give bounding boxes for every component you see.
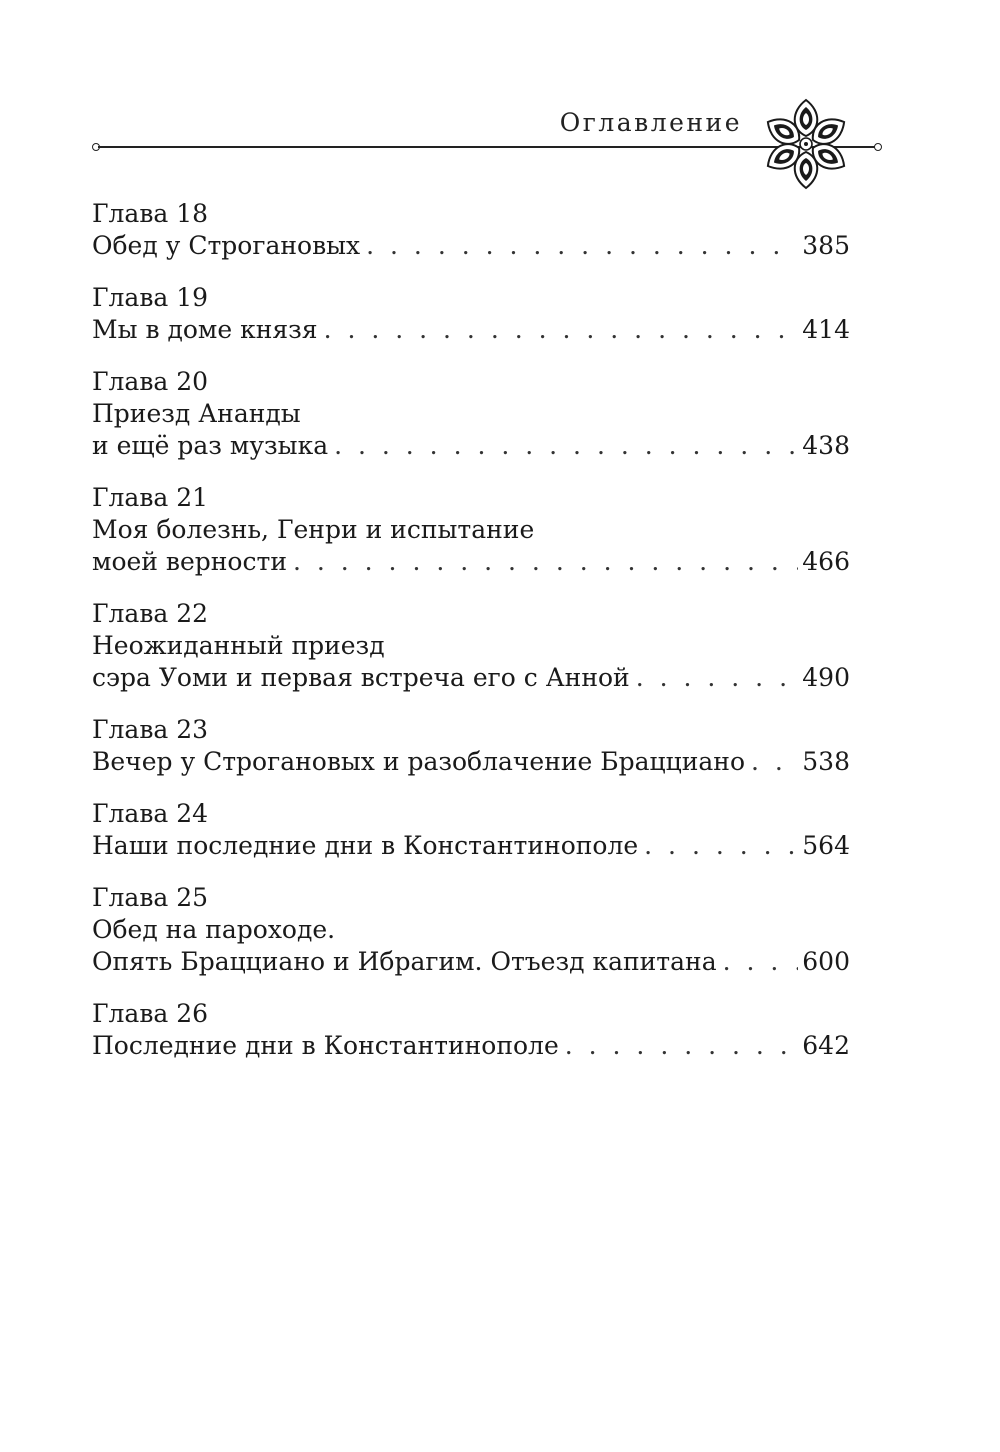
toc-entry [92,198,850,262]
chapter-title-line: сэра Уоми и первая встреча его с Анной [92,663,630,692]
dot-leader [636,662,799,694]
toc-entry [92,882,850,978]
toc-entry [92,798,850,862]
chapter-label: Глава 26 [92,999,209,1028]
page-number: 438 [802,431,850,460]
chapter-label: Глава 21 [92,483,209,512]
chapter-title-line: Последние дни в Константинополе [92,1031,559,1060]
chapter-label: Глава 18 [92,199,209,228]
dot-leader [334,430,798,462]
chapter-label: Глава 22 [92,599,209,628]
chapter-title-line: Вечер у Строгановых и разоблачение Брацциано [92,747,745,776]
page-number: 466 [802,547,850,576]
toc-entry [92,598,850,694]
toc-entry [92,482,850,578]
chapter-label: Глава 24 [92,799,209,828]
chapter-label: Глава 20 [92,367,209,396]
chapter-title-line: Обед у Строгановых [92,231,361,260]
chapter-title-leader-line [92,946,850,978]
page-header [92,98,882,198]
chapter-title-line: Неожиданный приезд [92,631,385,660]
chapter-title-leader-line [92,1030,850,1062]
dot-leader [293,546,798,578]
chapter-title-leader-line [92,314,850,346]
dot-leader [324,314,799,346]
page-number: 414 [802,315,850,344]
chapter-title-line: Мы в доме князя [92,315,318,344]
dot-leader [751,746,798,778]
chapter-title-line: моей верности [92,547,287,576]
chapter-label: Глава 23 [92,715,209,744]
chapter-title-leader-line [92,546,850,578]
chapter-label: Глава 25 [92,883,209,912]
dot-leader [644,830,798,862]
page-number: 642 [802,1031,850,1060]
page-number: 490 [802,663,850,692]
chapter-title-line: Обед на пароходе. [92,915,336,944]
chapter-title-leader-line [92,662,850,694]
table-of-contents [92,198,850,1082]
rule-end-dot-right [874,143,882,151]
chapter-title-line: Опять Брацциано и Ибрагим. Отъезд капитана [92,947,717,976]
page-title: Оглавление [559,108,742,137]
chapter-title-leader-line [92,746,850,778]
toc-entry [92,714,850,778]
chapter-title-leader-line [92,830,850,862]
chapter-title-leader-line [92,430,850,462]
flower-ornament-icon [760,98,852,190]
dot-leader [723,946,799,978]
chapter-label: Глава 19 [92,283,209,312]
toc-entry [92,282,850,346]
chapter-title-leader-line [92,230,850,262]
dot-leader [366,230,798,262]
page-number: 564 [802,831,850,860]
dot-leader [565,1030,799,1062]
page-number: 538 [802,747,850,776]
chapter-title-line: Моя болезнь, Генри и испытание [92,515,535,544]
toc-entry [92,366,850,462]
chapter-title-line: Приезд Ананды [92,399,301,428]
chapter-title-line: и ещё раз музыка [92,431,329,460]
toc-entry [92,998,850,1062]
chapter-title-line: Наши последние дни в Константинополе [92,831,639,860]
page-number: 600 [802,947,850,976]
page-number: 385 [802,231,850,260]
